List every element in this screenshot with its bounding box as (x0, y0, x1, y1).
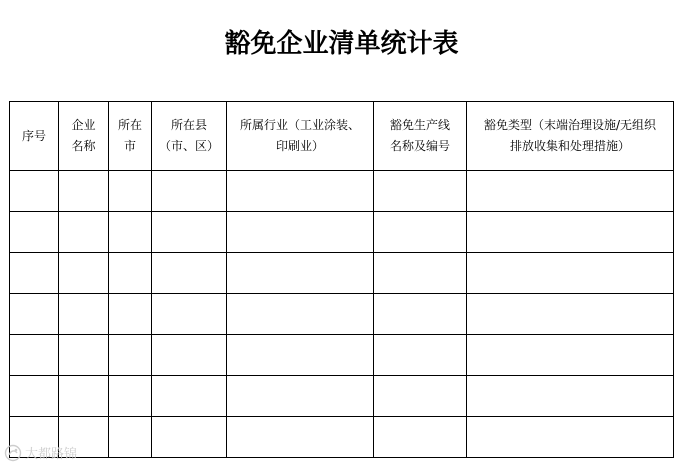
table-cell[interactable] (59, 253, 109, 294)
table-cell[interactable] (467, 417, 674, 458)
table-cell[interactable] (467, 376, 674, 417)
header-industry (227, 102, 374, 171)
table-cell[interactable] (109, 212, 152, 253)
header-city (109, 102, 152, 171)
table-cell[interactable] (152, 417, 227, 458)
exemption-statistics-table (9, 101, 674, 458)
header-label: 企业 名称 (71, 118, 96, 153)
table-cell[interactable] (374, 335, 467, 376)
table-cell[interactable] (10, 294, 59, 335)
table-cell[interactable] (59, 212, 109, 253)
table-cell[interactable] (152, 335, 227, 376)
table-cell[interactable] (374, 171, 467, 212)
header-label: 所在 市 (117, 118, 142, 153)
table-cell[interactable] (467, 212, 674, 253)
table-row (10, 417, 674, 458)
table-row (10, 294, 674, 335)
table-cell[interactable] (227, 253, 374, 294)
table-cell[interactable] (227, 335, 374, 376)
header-label: 豁免类型（末端治理设施/无组织 排放收集和处理措施） (483, 118, 657, 153)
table-row (10, 253, 674, 294)
table-cell[interactable] (10, 171, 59, 212)
header-label: 所属行业（工业涂装、 印刷业） (239, 118, 360, 153)
header-label: 所在县 （市、区） (158, 118, 219, 153)
table-cell[interactable] (152, 294, 227, 335)
table-cell[interactable] (227, 294, 374, 335)
table-cell[interactable] (59, 335, 109, 376)
header-label: 序号 (21, 128, 46, 143)
header-serial-number (10, 102, 59, 171)
table-cell[interactable] (109, 376, 152, 417)
header-company-name (59, 102, 109, 171)
table-cell[interactable] (227, 417, 374, 458)
watermark-logo-icon (4, 444, 22, 462)
table-cell[interactable] (59, 376, 109, 417)
table-cell[interactable] (467, 171, 674, 212)
table-row (10, 171, 674, 212)
table-cell[interactable] (374, 376, 467, 417)
table-row (10, 212, 674, 253)
table-cell[interactable] (152, 376, 227, 417)
table-cell[interactable] (10, 376, 59, 417)
table-cell[interactable] (374, 212, 467, 253)
table-cell[interactable] (227, 376, 374, 417)
table-body (10, 171, 674, 458)
header-exemption-type (467, 102, 674, 171)
watermark (4, 443, 77, 462)
table-cell[interactable] (374, 417, 467, 458)
table-cell[interactable] (10, 253, 59, 294)
watermark-text: 大都路锦 (25, 447, 78, 462)
header-production-line (374, 102, 467, 171)
table-cell[interactable] (10, 212, 59, 253)
table-cell[interactable] (467, 253, 674, 294)
table-cell[interactable] (109, 171, 152, 212)
table-cell[interactable] (152, 171, 227, 212)
header-label: 豁免生产线 名称及编号 (389, 118, 450, 153)
table-cell[interactable] (109, 294, 152, 335)
table-cell[interactable] (10, 335, 59, 376)
table-cell[interactable] (152, 212, 227, 253)
table-cell[interactable] (227, 171, 374, 212)
document-title: 豁免企业清单统计表 (224, 29, 459, 59)
table-row (10, 335, 674, 376)
table-cell[interactable] (374, 294, 467, 335)
table-cell[interactable] (59, 294, 109, 335)
table-cell[interactable] (227, 212, 374, 253)
table-cell[interactable] (109, 335, 152, 376)
table-cell[interactable] (467, 294, 674, 335)
table-cell[interactable] (109, 253, 152, 294)
table-cell[interactable] (59, 171, 109, 212)
table-cell[interactable] (109, 417, 152, 458)
table-row (10, 376, 674, 417)
table-cell[interactable] (467, 335, 674, 376)
table-cell[interactable] (374, 253, 467, 294)
table-header-row (10, 102, 674, 171)
table-cell[interactable] (152, 253, 227, 294)
header-county (152, 102, 227, 171)
